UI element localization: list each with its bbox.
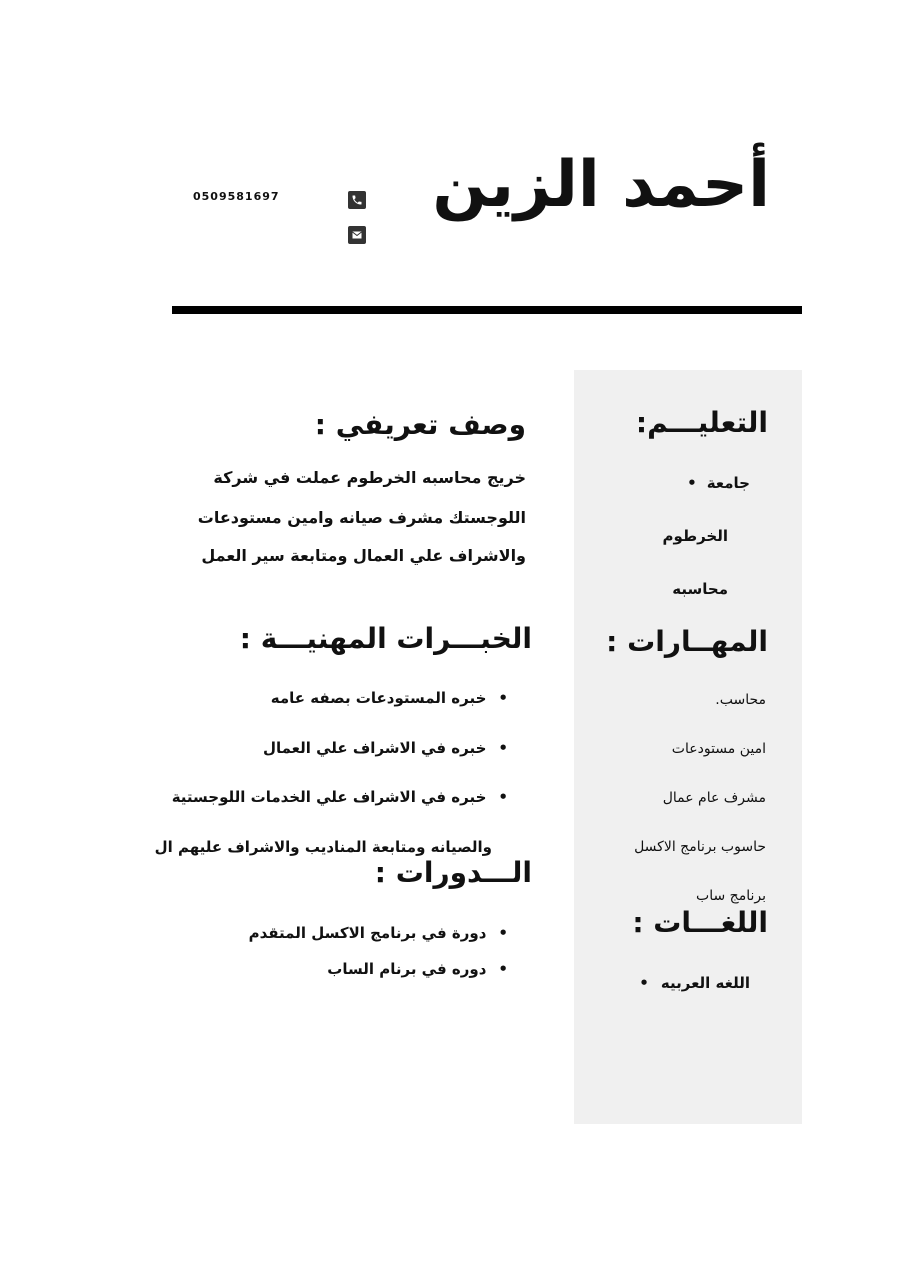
skill-item: امين مستودعات bbox=[671, 741, 766, 757]
education-line: محاسبه bbox=[672, 580, 728, 598]
experience-heading: الخبـــرات المهنيـــة : bbox=[239, 622, 532, 655]
skill-item: حاسوب برنامج الاكسل bbox=[634, 839, 766, 855]
profile-line: خريج محاسبه الخرطوم عملت في شركة bbox=[213, 468, 526, 487]
profile-line: اللوجستك مشرف صيانه وامين مستودعات bbox=[197, 508, 526, 527]
skill-item: محاسب. bbox=[715, 692, 766, 708]
languages-heading: اللغـــات : bbox=[632, 906, 768, 939]
courses-heading: الـــدورات : bbox=[374, 856, 532, 889]
header-divider bbox=[172, 306, 802, 314]
profile-heading: وصف تعريفي : bbox=[314, 408, 526, 441]
full-name: أحمد الزين bbox=[432, 148, 770, 222]
mail-icon bbox=[348, 226, 366, 244]
experience-item: •خبره المستودعات بصفه عامه bbox=[270, 689, 508, 707]
skill-item: مشرف عام عمال bbox=[662, 790, 766, 806]
course-item: •دوره في برنام الساب bbox=[327, 960, 508, 978]
skills-heading: المهــارات : bbox=[606, 625, 768, 658]
language-item: اللغه العربيه• bbox=[639, 974, 750, 992]
phone-number: 0509581697 bbox=[193, 190, 280, 203]
profile-line: والاشراف علي العمال ومتابعة سير العمل bbox=[201, 546, 526, 565]
education-line: الخرطوم bbox=[662, 527, 728, 545]
phone-icon bbox=[348, 191, 366, 209]
experience-item: •خبره في الاشراف علي العمال bbox=[262, 739, 508, 757]
skill-item: برنامج ساب bbox=[696, 888, 766, 904]
course-item: •دورة في برنامج الاكسل المتقدم bbox=[248, 924, 508, 942]
experience-continuation: والصيانه ومتابعة المناديب والاشراف عليهم ال bbox=[154, 838, 492, 856]
education-heading: التعليـــم: bbox=[635, 406, 768, 439]
experience-item: •خبره في الاشراف علي الخدمات اللوجستية bbox=[171, 788, 508, 806]
education-line: جامعة• bbox=[687, 474, 750, 492]
